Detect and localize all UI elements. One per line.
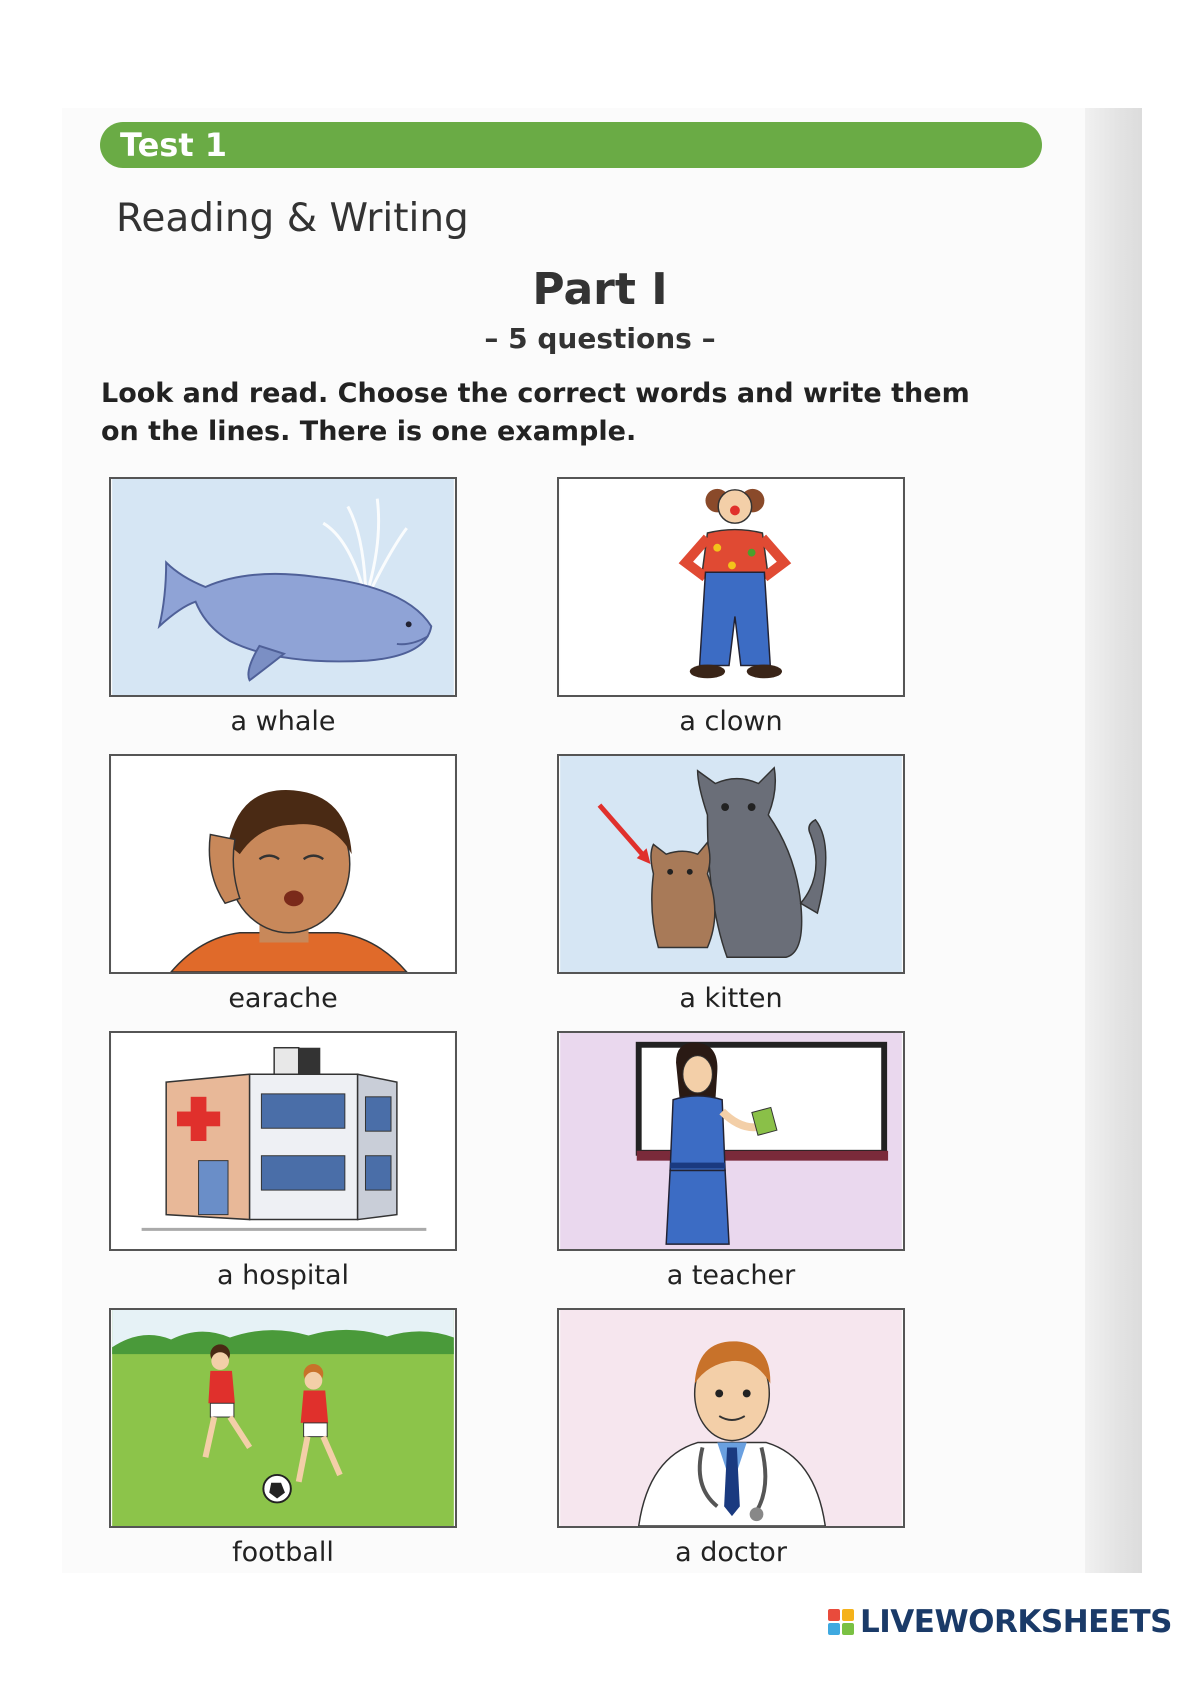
logo-square-yellow	[842, 1609, 854, 1621]
picture-card-earache	[109, 754, 457, 974]
caption-football: football	[232, 1537, 334, 1568]
picture-card-kitten	[557, 754, 905, 974]
liveworksheets-logo-icon	[828, 1609, 854, 1635]
picture-card-whale	[109, 477, 457, 697]
earache-boy-icon	[111, 756, 455, 972]
caption-doctor: a doctor	[675, 1537, 787, 1568]
picture-card-hospital	[109, 1031, 457, 1251]
caption-teacher: a teacher	[666, 1260, 796, 1291]
doctor-icon	[559, 1310, 903, 1526]
caption-clown: a clown	[679, 706, 783, 737]
logo-square-blue	[828, 1623, 840, 1635]
picture-card-doctor	[557, 1308, 905, 1528]
kitten-icon	[559, 756, 903, 972]
caption-kitten: a kitten	[679, 983, 783, 1014]
picture-card-clown	[557, 477, 905, 697]
instructions: Look and read. Choose the correct words and write them on the lines. There is one example.	[101, 378, 970, 447]
teacher-icon	[559, 1033, 903, 1249]
picture-card-football	[109, 1308, 457, 1528]
liveworksheets-brand	[828, 1602, 1172, 1642]
test-banner	[100, 122, 1042, 168]
question-count: – 5 questions –	[484, 322, 716, 355]
caption-whale: a whale	[230, 706, 336, 737]
brand-name: LIVEWORKSHEETS	[860, 1604, 1172, 1640]
caption-hospital: a hospital	[216, 1260, 350, 1291]
whale-icon	[111, 479, 455, 695]
hospital-icon	[111, 1033, 455, 1249]
part-title: Part I	[532, 264, 668, 315]
logo-square-green	[842, 1623, 854, 1635]
picture-card-teacher	[557, 1031, 905, 1251]
football-icon	[111, 1310, 455, 1526]
logo-square-red	[828, 1609, 840, 1621]
clown-icon	[559, 479, 903, 695]
test-label: Test 1	[120, 126, 228, 164]
caption-earache: earache	[228, 983, 338, 1014]
section-title: Reading & Writing	[116, 196, 469, 241]
